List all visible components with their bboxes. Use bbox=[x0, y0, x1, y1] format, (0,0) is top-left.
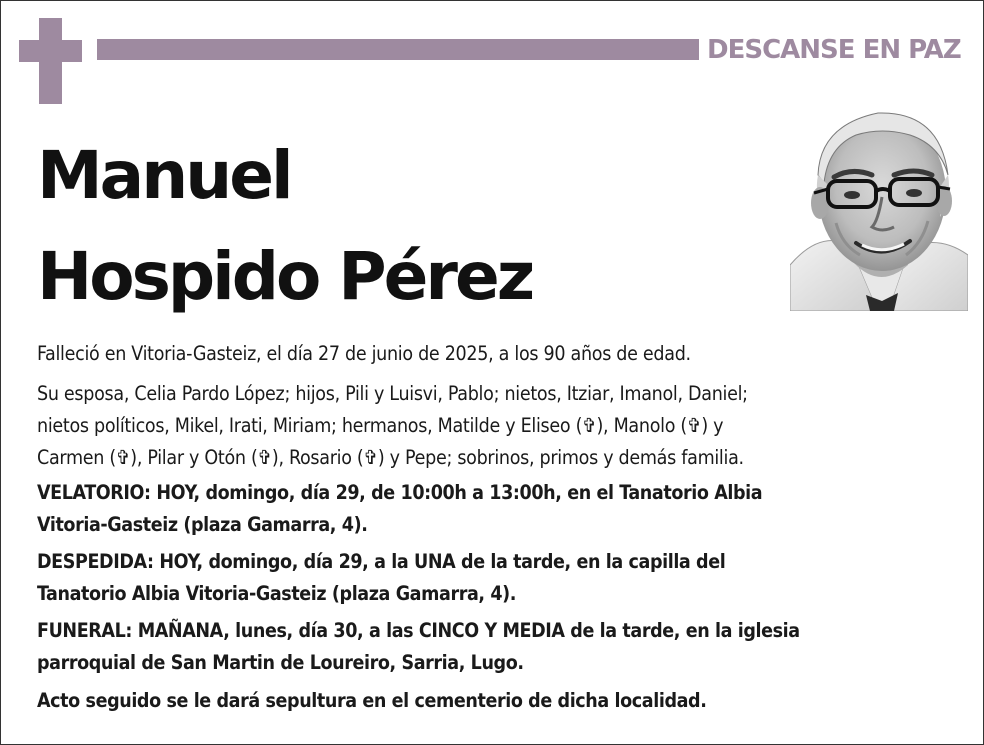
funeral-line: parroquial de San Martin de Loureiro, Sarria, Lugo. bbox=[37, 651, 524, 674]
deceased-first-name: Manuel bbox=[37, 137, 291, 214]
deceased-surnames: Hospido Pérez bbox=[37, 238, 533, 315]
banner-text: DESCANSE EN PAZ bbox=[707, 35, 961, 65]
velatorio-line: Vitoria-Gasteiz (plaza Gamarra, 4). bbox=[37, 513, 368, 536]
family-line: nietos políticos, Mikel, Irati, Miriam; hermanos, Matilde y Eliseo (✞), Manolo (✞) y bbox=[37, 414, 724, 437]
despedida-paragraph bbox=[37, 546, 967, 610]
despedida-line: Tanatorio Albia Vitoria-Gasteiz (plaza Gamarra, 4). bbox=[37, 582, 517, 605]
announcement-line: Falleció en Vitoria-Gasteiz, el día 27 de junio de 2025, a los 90 años de edad. bbox=[37, 342, 691, 365]
family-line: Su esposa, Celia Pardo López; hijos, Pili y Luisvi, Pablo; nietos, Itziar, Imanol, Daniel; bbox=[37, 382, 748, 405]
header-rule bbox=[97, 39, 699, 60]
velatorio-paragraph bbox=[37, 477, 967, 541]
burial-paragraph bbox=[37, 685, 967, 717]
velatorio-line: VELATORIO: HOY, domingo, día 29, de 10:00h a 13:00h, en el Tanatorio Albia bbox=[37, 481, 763, 504]
deceased-portrait bbox=[790, 105, 968, 311]
death-announcement bbox=[37, 338, 967, 370]
family-line: Carmen (✞), Pilar y Otón (✞), Rosario (✞) y Pepe; sobrinos, primos y demás familia. bbox=[37, 446, 744, 469]
funeral-line: FUNERAL: MAÑANA, lunes, día 30, a las CINCO Y MEDIA de la tarde, en la iglesia bbox=[37, 619, 800, 642]
burial-line: Acto seguido se le dará sepultura en el cementerio de dicha localidad. bbox=[37, 689, 707, 712]
despedida-line: DESPEDIDA: HOY, domingo, día 29, a la UNA de la tarde, en la capilla del bbox=[37, 550, 726, 573]
cross-icon bbox=[19, 18, 82, 104]
family-paragraph bbox=[37, 378, 967, 474]
funeral-paragraph bbox=[37, 615, 967, 679]
